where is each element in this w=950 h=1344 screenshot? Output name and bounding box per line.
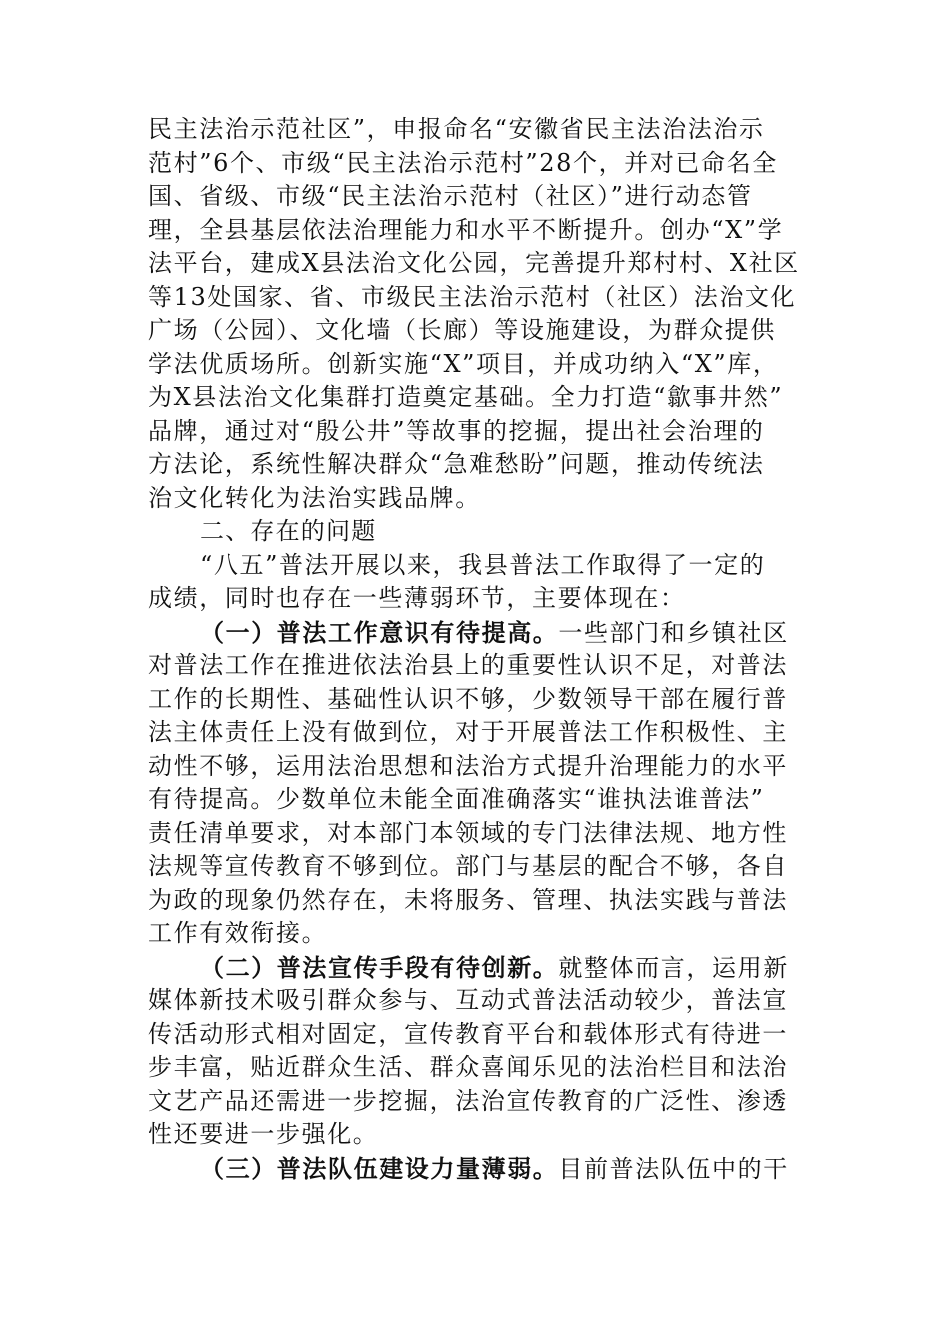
item-lead-rest: 一些部门和乡镇社区 — [558, 618, 789, 647]
text-line: 工作的长期性、基础性认识不够，少数领导干部在履行普 — [148, 684, 788, 713]
text-line: 媒体新技术吸引群众参与、互动式普法活动较少，普法宣 — [148, 986, 788, 1014]
paragraph-intro — [148, 549, 804, 616]
item-lead-rest: 目前普法队伍中的干 — [558, 1154, 789, 1183]
item-lead: （三）普法队伍建设力量薄弱。 — [200, 1153, 559, 1183]
problem-item-1 — [148, 616, 804, 951]
text-line: 性还要进一步强化。 — [148, 1120, 379, 1148]
text-line: “八五”普法开展以来，我县普法工作取得了一定的 — [200, 550, 766, 579]
text-line: 有待提高。少数单位未能全面准确落实“谁执法谁普法” — [148, 785, 765, 813]
text-line: 民主法治示范社区”，申报命名“安徽省民主法治法治示 — [148, 115, 765, 143]
text-line: 理，全县基层依法治理能力和水平不断提升。创办“X”学 — [148, 215, 784, 244]
text-line: 成绩，同时也存在一些薄弱环节，主要体现在： — [148, 584, 686, 612]
text-line: 对普法工作在推进依法治县上的重要性认识不足，对普法 — [148, 651, 788, 679]
text-line: 治文化转化为法治实践品牌。 — [148, 483, 481, 512]
text-line: 责任清单要求，对本部门本领域的专门法律法规、地方性 — [148, 818, 788, 847]
item-lead-rest: 就整体而言，运用新 — [558, 953, 789, 982]
text-line: 等13处国家、省、市级民主法治示范村（社区）法治文化 — [148, 282, 797, 311]
item-first-line — [148, 1152, 804, 1186]
problem-item-2 — [148, 951, 804, 1152]
item-first-line — [148, 951, 804, 985]
item-lead: （一）普法工作意识有待提高。 — [200, 617, 559, 647]
paragraph-continued — [148, 113, 804, 515]
text-line: 法平台，建成X县法治文化公园，完善提升郑村村、X社区 — [148, 249, 800, 277]
text-line: 法规等宣传教育不够到位。部门与基层的配合不够，各自 — [148, 852, 788, 880]
text-line: 学法优质场所。创新实施“X”项目，并成功纳入“X”库， — [148, 349, 779, 378]
problem-item-3 — [148, 1152, 804, 1186]
text-line: 为政的现象仍然存在，未将服务、管理、执法实践与普法 — [148, 885, 788, 914]
text-line: 为X县法治文化集群打造奠定基础。全力打造“歙事井然” — [148, 383, 784, 411]
text-line: 广场（公园）、文化墙（长廊）等设施建设，为群众提供 — [148, 316, 776, 344]
text-line: 动性不够，运用法治思想和法治方式提升治理能力的水平 — [148, 751, 788, 780]
text-line: 范村”6个、市级“民主法治示范村”28个，并对已命名全 — [148, 148, 778, 177]
text-line: 国、省级、市级“民主法治示范村（社区）”进行动态管 — [148, 182, 753, 210]
text-line: 工作有效衔接。 — [148, 919, 328, 947]
text-line: 法主体责任上没有做到位，对于开展普法工作积极性、主 — [148, 718, 788, 746]
document-body — [148, 113, 804, 1185]
text-line: 品牌，通过对“殷公井”等故事的挖掘，提出社会治理的 — [148, 416, 765, 445]
text-line: 传活动形式相对固定，宣传教育平台和载体形式有待进一 — [148, 1019, 788, 1048]
text-line: 步丰富，贴近群众生活、群众喜闻乐见的法治栏目和法治 — [148, 1053, 788, 1081]
text-line: 文艺产品还需进一步挖掘，法治宣传教育的广泛性、渗透 — [148, 1086, 788, 1115]
text-line: 方法论，系统性解决群众“急难愁盼”问题，推动传统法 — [148, 450, 765, 478]
item-lead: （二）普法宣传手段有待创新。 — [200, 952, 559, 982]
section-heading: 二、存在的问题 — [200, 517, 377, 545]
item-first-line — [148, 616, 804, 650]
